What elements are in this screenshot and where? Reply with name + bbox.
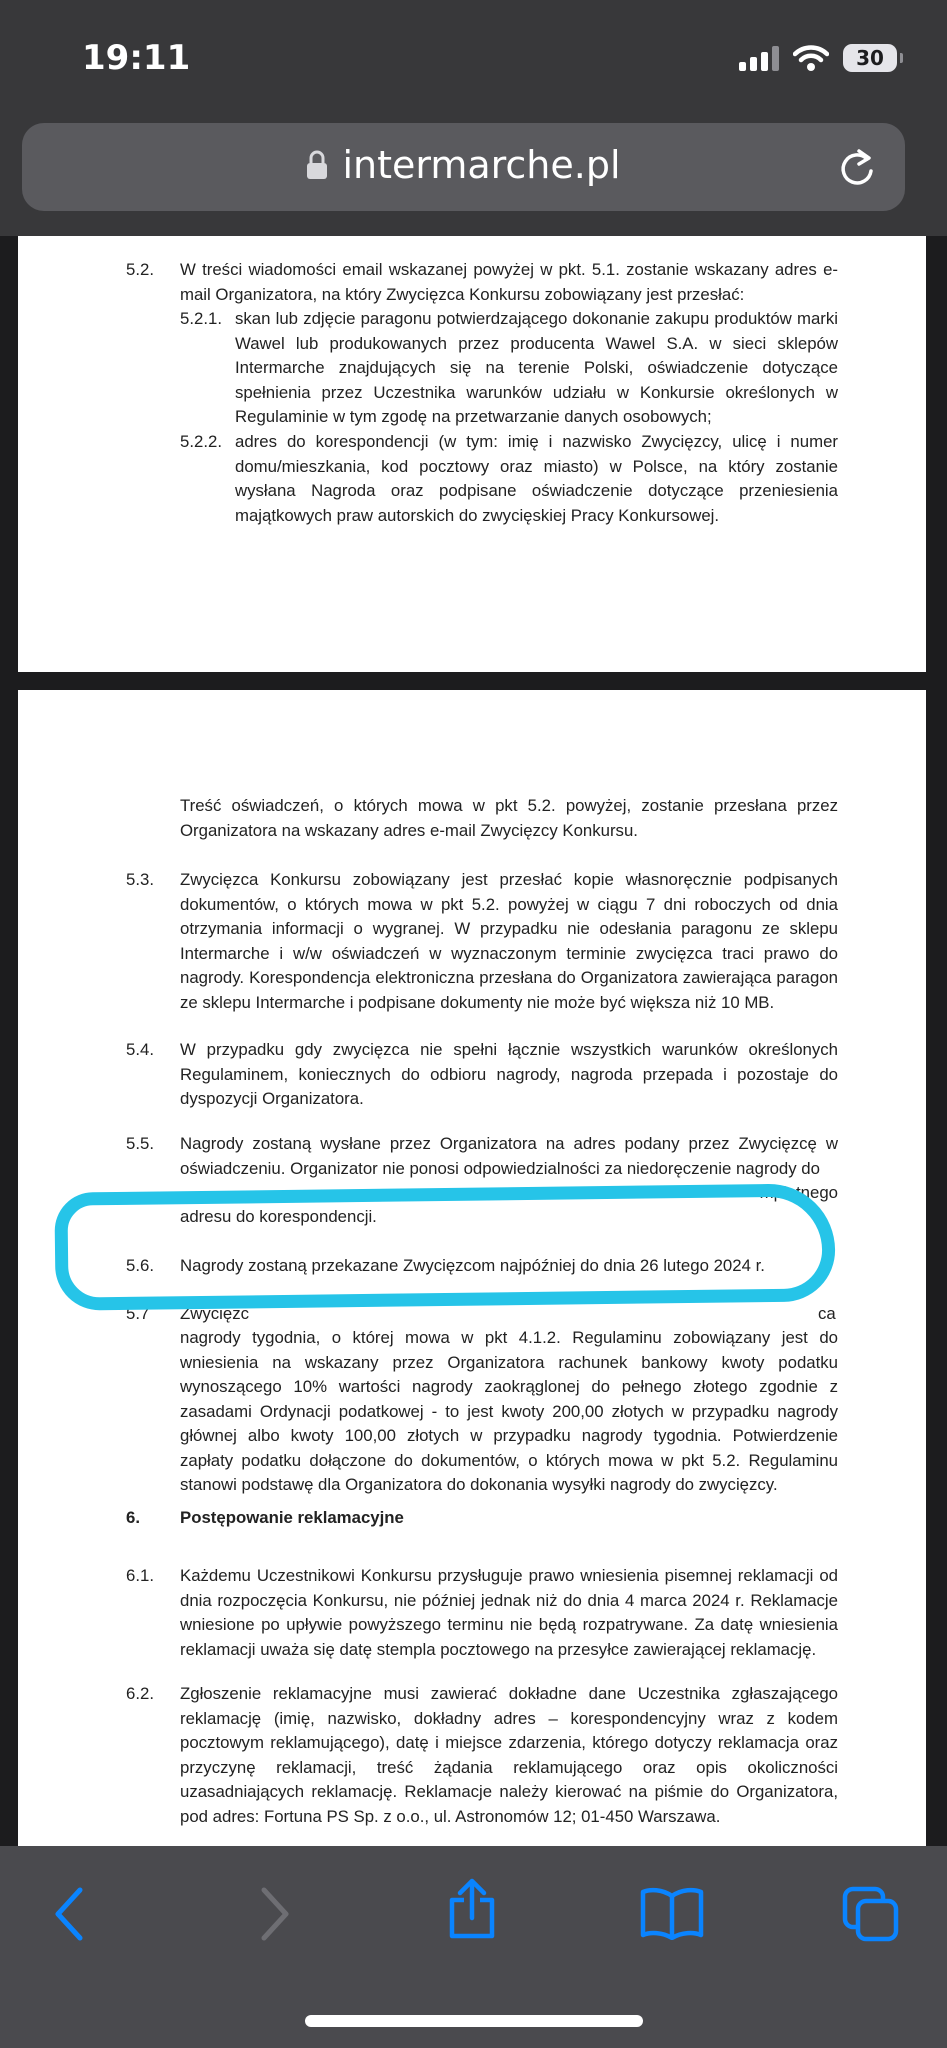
subsection-number: 5.2.1. bbox=[180, 309, 222, 328]
section-number: 5.5. bbox=[126, 1134, 154, 1153]
section-text-end: adresu do korespondencji. bbox=[180, 1207, 377, 1226]
section-text: Każdemu Uczestnikowi Konkursu przysługuje prawo wniesienia pisemnej reklamacji od dnia rozpoczęcia Konkursu, nie później jednak niż do dnia 4 marca 2024 r. Reklamacje wniesione po upływie powyższego terminu nie będą rozpatrywane. Za datę wniesienia reklamacji uważa się datę stempla pocztowego na przesyłce zawierającej reklamację. bbox=[180, 1566, 838, 1659]
section-text: W treści wiadomości email wskazanej powyżej w pkt. 5.1. zostanie wskazany adres e-mail Organizatora, na który Zwycięzca Konkursu zobowiązany jest przesłać: bbox=[180, 260, 838, 304]
section-number: 5.7 bbox=[126, 1304, 150, 1323]
section-text: Zwycięzca Konkursu zobowiązany jest przesłać kopie własnoręcznie podpisanych dokumentów, o których mowa w pkt 5.2. powyżej w ciągu 7 dni roboczych od dnia otrzymania informacji o wygranej. W przypadku nie odesłania paragonu ze sklepu Intermarche i w/w oświadczeń w wyznaczonym terminie zwycięzca traci prawo do nagrody. Korespondencja elektroniczna przesłana do Organizatora zawierająca paragon ze sklepu Intermarche i podpisane dokumenty nie może być większa niż 10 MB. bbox=[180, 870, 838, 1012]
battery-icon: 30 bbox=[843, 44, 897, 72]
section-number: 5.4. bbox=[126, 1040, 154, 1059]
url-group bbox=[22, 143, 905, 187]
book-icon[interactable] bbox=[640, 1886, 704, 1940]
browser-top-bar bbox=[0, 0, 947, 236]
chevron-left-icon[interactable] bbox=[52, 1886, 86, 1942]
address-bar[interactable] bbox=[22, 123, 905, 211]
section-number: 5.3. bbox=[126, 870, 154, 889]
cellular-signal-icon bbox=[739, 45, 779, 71]
intro-text: Treść oświadczeń, o których mowa w pkt 5.2. powyżej, zostanie przesłana przez Organizatora na wskazany adres e-mail Zwycięzcy Konkursu. bbox=[180, 796, 838, 840]
partial-text-start: Zwycięzc bbox=[180, 1304, 249, 1323]
status-time: 19:11 bbox=[82, 38, 191, 78]
lock-icon bbox=[306, 150, 328, 180]
url-text[interactable]: intermarche.pl bbox=[342, 143, 621, 187]
section-text: nagrody tygodnia, o której mowa w pkt 4.1.2. Regulaminu zobowiązany jest do wniesienia na wskazany przez Organizatora rachunek bankowy kwoty podatku wynoszącego 10% wartości nagrody zaokrąglonej do pełnego złotego zgodnie z zasadami Ordynacji podatkowej - to jest kwoty 200,00 złotych w przypadku nagrody głównej albo kwoty 100,00 złotych w przypadku nagrody tygodnia. Potwierdzenie zapłaty podatku dołączone do dokumentów, o których mowa w pkt 5.2. Regulaminu stanowi podstawę dla Organizatora do dokonania wysyłki nagrody do zwycięzcy. bbox=[180, 1328, 838, 1494]
pdf-page-1 bbox=[18, 236, 926, 672]
chevron-right-icon[interactable] bbox=[258, 1886, 292, 1942]
section-number: 6.2. bbox=[126, 1684, 154, 1703]
home-indicator bbox=[305, 2015, 643, 2027]
section-text: Nagrody zostaną przekazane Zwycięzcom najpóźniej do dnia 26 lutego 2024 r. bbox=[180, 1256, 765, 1275]
tabs-icon[interactable] bbox=[842, 1886, 900, 1942]
subsection-number: 5.2.2. bbox=[180, 432, 222, 451]
subsection-text: skan lub zdjęcie paragonu potwierdzającego dokonanie zakupu produktów marki Wawel lub produkowanych przez producenta Wawel S.A. w sieci sklepów Intermarche znajdujących się na terenie Polski, oświadczenie dotyczące spełnienia przez Uczestnika warunków udziału w Konkursie określonych w Regulaminie w tym zgodę na przetwarzanie danych osobowych; bbox=[235, 309, 838, 426]
reload-icon[interactable] bbox=[837, 145, 877, 189]
section-number: 6.1. bbox=[126, 1566, 154, 1585]
section-text: Zgłoszenie reklamacyjne musi zawierać dokładne dane Uczestnika zgłaszającego reklamację (imię, nazwisko, dokładny adres – korespondencyjny wraz z kodem pocztowym reklamującego), datę i miejsce zdarzenia, którego dotyczy reklamacja oraz przyczynę reklamacji, treść żądania reklamującego oraz opis okoliczności uzasadniających reklamację. Reklamacje należy kierować na piśmie do Organizatora, pod adres: Fortuna PS Sp. z o.o., ul. Astronomów 12; 01-450 Warszawa. bbox=[180, 1684, 838, 1826]
section-title: Postępowanie reklamacyjne bbox=[180, 1508, 404, 1527]
section-number: 6. bbox=[126, 1508, 140, 1527]
status-icons bbox=[739, 44, 897, 72]
highlight-marker-annotation bbox=[54, 1183, 835, 1311]
section-text: W przypadku gdy zwycięzca nie spełni łącznie wszystkich warunków określonych Regulaminem, koniecznych do odbioru nagrody, nagroda przepada i pozostaje do dyspozycji Organizatora. bbox=[180, 1040, 838, 1108]
wifi-icon bbox=[793, 44, 829, 72]
section-text: Nagrody zostaną wysłane przez Organizatora na adres podany przez Zwycięzcę w oświadczeniu. Organizator nie ponosi odpowiedzialności za niedoręczenie nagrody do bbox=[180, 1134, 838, 1178]
subsection-text: adres do korespondencji (w tym: imię i nazwisko Zwycięzcy, ulicę i numer domu/mieszkania, kod pocztowy oraz miasto) w Polsce, na który zostanie wysłana Nagroda oraz podpisane oświadczenie dotyczące przeniesienia majątkowych praw autorskich do zwycięskiej Pracy Konkursowej. bbox=[235, 432, 838, 525]
partial-text-end: ca bbox=[818, 1304, 836, 1323]
section-number: 5.6. bbox=[126, 1256, 154, 1275]
share-icon[interactable] bbox=[446, 1878, 498, 1940]
line-fragment: mpletnego bbox=[759, 1183, 838, 1202]
section-number: 5.2. bbox=[126, 260, 154, 279]
